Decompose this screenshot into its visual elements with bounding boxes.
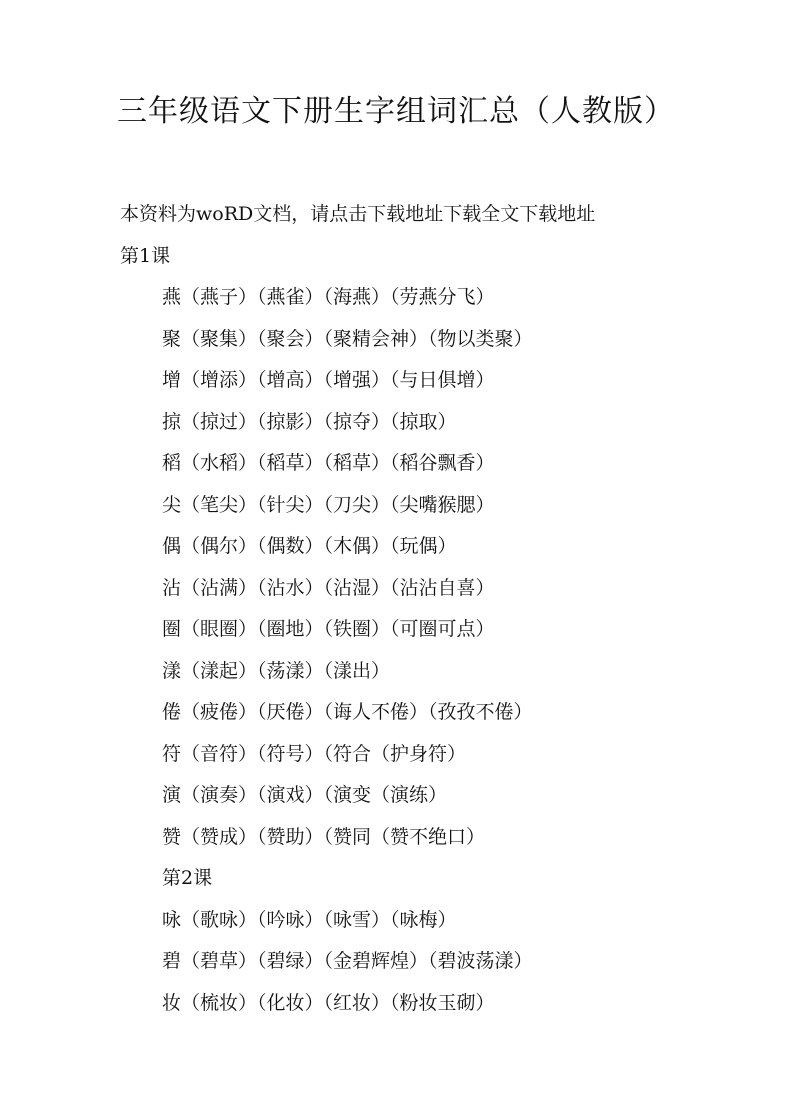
word-entry: 碧（碧草）（碧绿）（金碧辉煌）（碧波荡漾） bbox=[162, 950, 533, 972]
lesson-1-heading: 第1课 bbox=[120, 245, 171, 267]
word-entry: 圈（眼圈）（圈地）（铁圈）（可圈可点） bbox=[162, 618, 495, 640]
word-entry: 倦（疲倦）（厌倦）（诲人不倦）（孜孜不倦） bbox=[162, 701, 533, 723]
word-entry: 演（演奏）（演戏）（演变（演练） bbox=[162, 784, 448, 806]
word-entry: 漾（漾起）（荡漾）（漾出） bbox=[162, 659, 391, 682]
word-entry: 赞（赞成）（赞助）（赞同（赞不绝口） bbox=[162, 825, 486, 848]
word-entry: 聚（聚集）（聚会）（聚精会神）（物以类聚） bbox=[162, 327, 533, 350]
word-entry: 掠（掠过）（掠影）（掠夺）（掠取） bbox=[162, 410, 457, 433]
word-entry: 咏（歌咏）（吟咏）（咏雪）（咏梅） bbox=[162, 908, 457, 931]
word-entry: 增（增添）（增高）（增强）（与日俱增） bbox=[162, 369, 495, 391]
word-entry: 偶（偶尔）（偶数）（木偶）（玩偶） bbox=[162, 535, 457, 557]
word-entry: 稻（水稻）（稻草）（稻草）（稻谷飘香） bbox=[162, 452, 495, 474]
document-title: 三年级语文下册生字组词汇总（人教版） bbox=[117, 94, 675, 129]
word-list bbox=[162, 281, 533, 1028]
word-entry: 沾（沾满）（沾水）（沾湿）（沾沾自喜） bbox=[162, 576, 495, 599]
word-entry: 符（音符）（符号）（符合（护身符） bbox=[162, 742, 467, 765]
lesson-2-heading: 第2课 bbox=[162, 867, 213, 889]
word-entry: 妆（梳妆）（化妆）（红妆）（粉妆玉砌） bbox=[162, 991, 495, 1014]
word-entry: 燕（燕子）（燕雀）（海燕）（劳燕分飞） bbox=[162, 286, 495, 308]
word-entry: 尖（笔尖）（针尖）（刀尖）（尖嘴猴腮） bbox=[162, 493, 495, 516]
intro-text: 本资料为woRD文档，请点击下载地址下载全文下载地址 bbox=[120, 203, 596, 225]
